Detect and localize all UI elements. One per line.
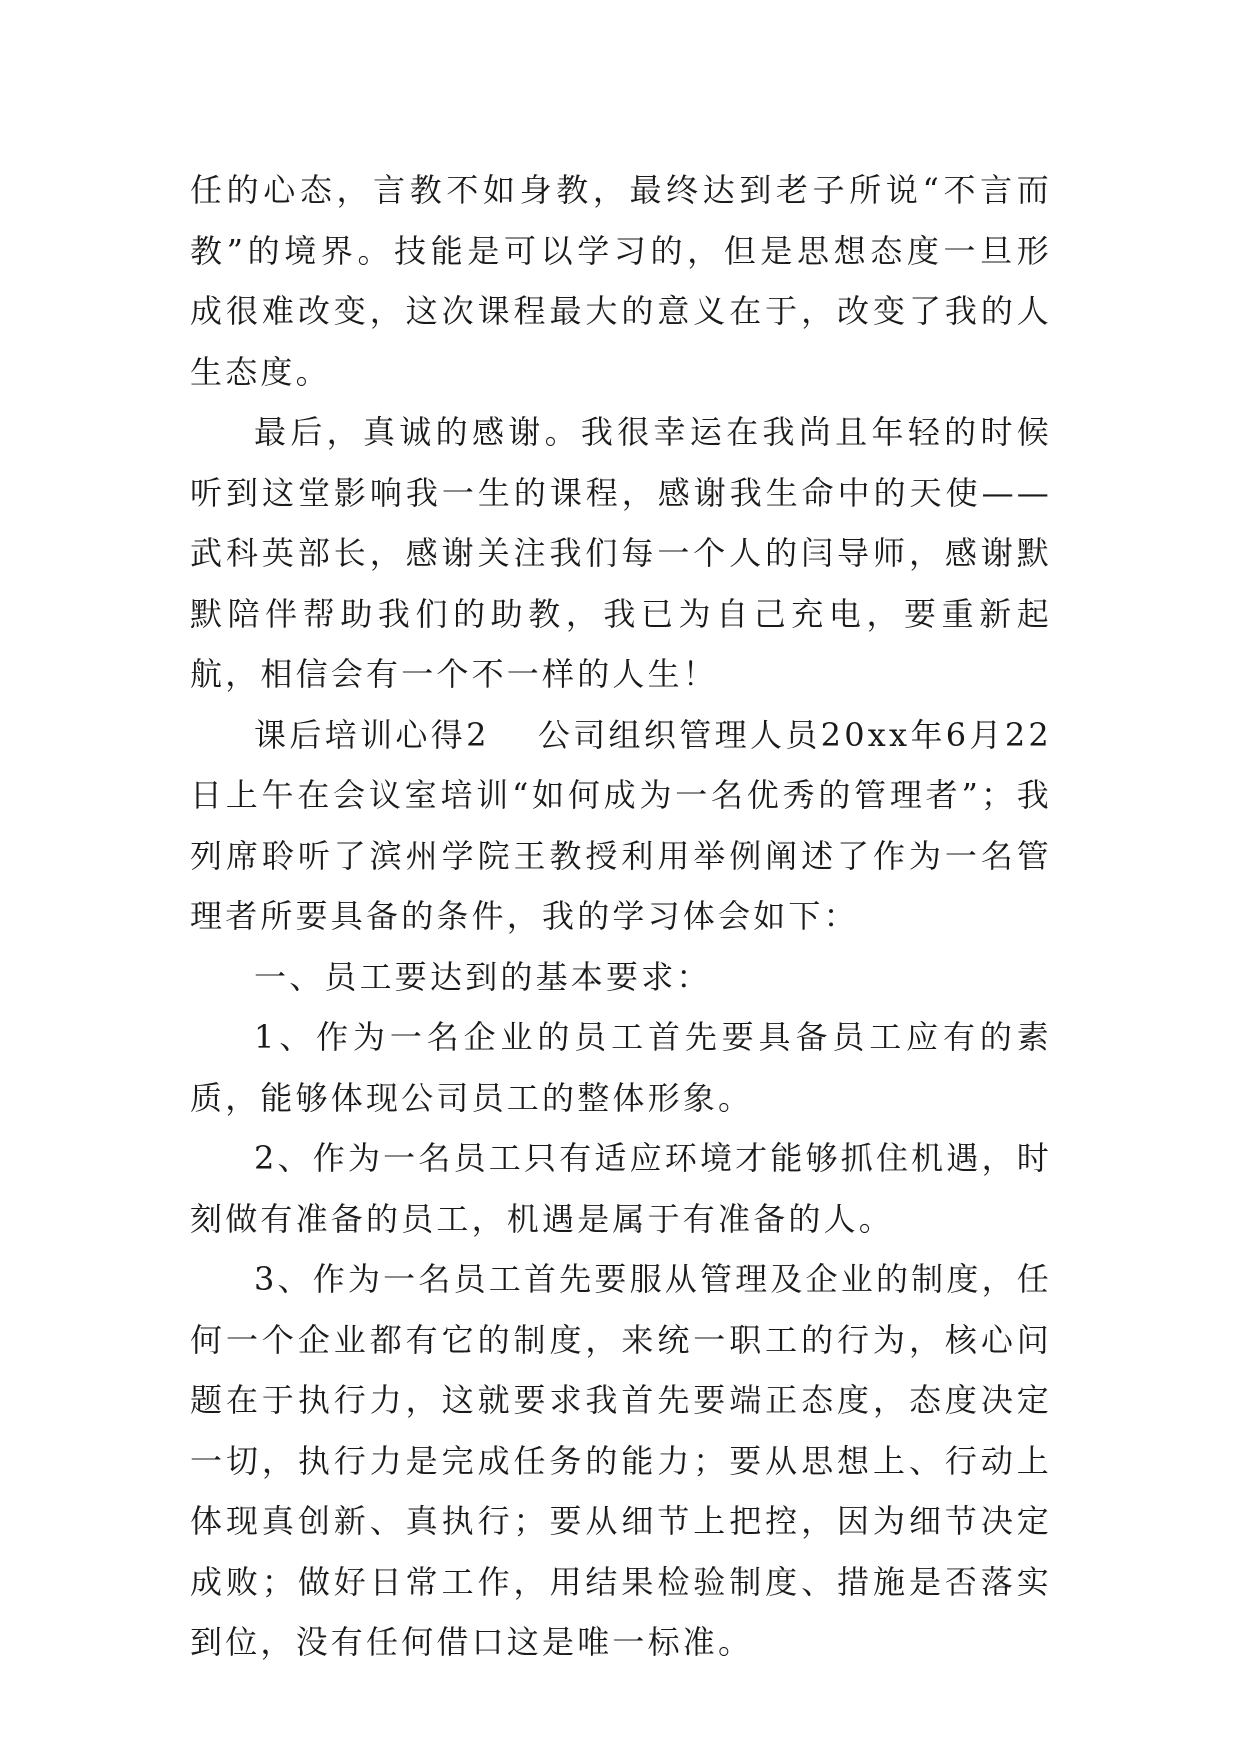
paragraph-text: 公司组织管理人员20xx年6月22日上午在会议室培训“如何成为一名优秀的管理者”；我列席聆听了滨州学院王教授利用举例阐述了作为一名管理者所要具备的条件，我的学习体会如下： bbox=[190, 715, 1052, 935]
paragraph-text: 任的心态，言教不如身教，最终达到老子所说“不言而教”的境界。技能是可以学习的，但是思想态度一旦形成很难改变，这次课程最大的意义在于，改变了我的人生态度。 bbox=[190, 171, 1052, 391]
paragraph-text: 3、作为一名员工首先要服从管理及企业的制度，任何一个企业都有它的制度，来统一职工的行为，核心问题在于执行力，这就要求我首先要端正态度，态度决定一切，执行力是完成任务的能力；要从思想上、行动上体现真创新、真执行；要从细节上把控，因为细节决定成败；做好日常工作，用结果检验制度、措施是否落实到位，没有任何借口这是唯一标准。 bbox=[190, 1260, 1052, 1661]
paragraph-item-3 bbox=[190, 1249, 1052, 1673]
paragraph-training-intro bbox=[190, 705, 1052, 947]
paragraph-text: 1、作为一名企业的员工首先要具备员工应有的素质，能够体现公司员工的整体形象。 bbox=[190, 1018, 1052, 1117]
paragraph-text: 一、员工要达到的基本要求： bbox=[254, 957, 712, 996]
document-body bbox=[190, 160, 1052, 1673]
paragraph-item-1 bbox=[190, 1007, 1052, 1128]
paragraph-text: 最后，真诚的感谢。我很幸运在我尚且年轻的时候听到这堂影响我一生的课程，感谢我生命中的天使——武科英部长，感谢关注我们每一个人的闫导师，感谢默默陪伴帮助我们的助教，我已为自己充电，要重新起航，相信会有一个不一样的人生！ bbox=[190, 413, 1052, 693]
paragraph-text: 2、作为一名员工只有适应环境才能够抓住机遇，时刻做有准备的员工，机遇是属于有准备的人。 bbox=[190, 1139, 1052, 1238]
paragraph-section-one bbox=[190, 947, 1052, 1008]
paragraph-item-2 bbox=[190, 1128, 1052, 1249]
paragraph-thanks bbox=[190, 402, 1052, 705]
paragraph-continued bbox=[190, 160, 1052, 402]
section-heading: 课后培训心得2 bbox=[254, 715, 490, 754]
